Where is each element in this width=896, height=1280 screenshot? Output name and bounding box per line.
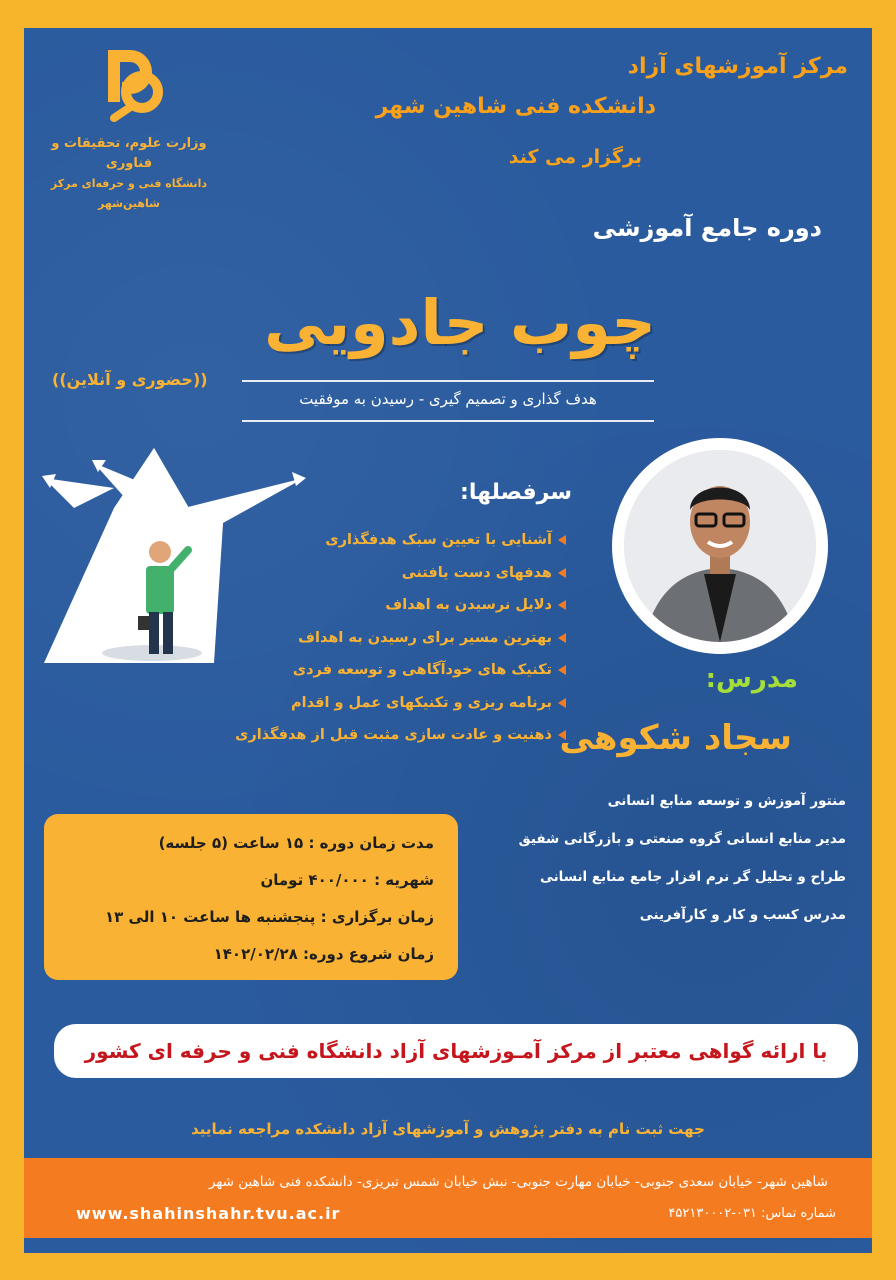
phone-number[interactable]: ۰۳۱-۴۵۲۱۳۰۰۰۲: [668, 1206, 757, 1221]
certificate-banner: با ارائه گواهی معتبر از مرکز آمـوزشهای آزاد دانشگاه فنی و حرفه ای کشور: [54, 1024, 858, 1078]
ministry-text: [34, 134, 224, 214]
university-logo-icon: [90, 42, 170, 122]
list-item: [235, 589, 566, 622]
course-title-wrap: [260, 286, 660, 359]
list-item: منتور آموزش و توسعه منابع انسانی: [607, 793, 846, 809]
list-item: طراح و تحلیل گر نرم افزار جامع منابع انسانی: [539, 869, 846, 885]
phone-block: [668, 1206, 836, 1221]
course-subtitle: هدف گذاری و تصمیم گیری - رسیدن به موفقیت: [299, 390, 597, 408]
topic-text: برنامه ریزی و تکنیکهای عمل و اقدام: [291, 694, 552, 711]
teacher-name: سجاد شکوهی: [559, 718, 792, 758]
divider-bottom: [242, 420, 654, 422]
registration-note: جهت ثبت نام به دفتر پژوهش و آموزشهای آزاد دانشکده مراجعه نمایید: [191, 1120, 705, 1138]
org-name-line2: دانشکده فنی شاهین شهر: [375, 94, 656, 119]
topics-heading: سرفصلها:: [460, 480, 572, 505]
bullet-icon: [558, 600, 566, 610]
topic-text: دلایل نرسیدن به اهداف: [385, 597, 552, 613]
start-date-text: زمان شروع دوره: ۱۴۰۲/۰۲/۲۸: [213, 945, 434, 963]
org-name-line1: مرکز آموزشهای آزاد: [627, 54, 848, 79]
ministry-line2: دانشگاه فنی و حرفه‌ای مرکز شاهین‌شهر: [50, 177, 208, 210]
address-text: شاهین شهر- خیابان سعدی جنوبی- خیابان مهارت جنوبی- نبش خیابان شمس تبریزی- دانشکده فنی شاهین شهر: [208, 1174, 828, 1190]
topic-text: تکنیک های خودآگاهی و توسعه فردی: [292, 662, 552, 678]
phone-label: شماره تماس:: [761, 1206, 836, 1221]
list-item: [235, 557, 566, 590]
course-info-box: [44, 814, 458, 980]
poster: [24, 28, 872, 1253]
bullet-icon: [558, 535, 566, 545]
schedule-text: زمان برگزاری : پنجشنبه ها ساعت ۱۰ الی ۱۳: [105, 908, 434, 926]
bullet-icon: [558, 665, 566, 675]
teacher-roles: [519, 786, 846, 938]
ministry-line1: وزارت علوم، تحقیقات و فناوری: [51, 136, 207, 171]
course-title: چوب جادویی: [264, 286, 656, 359]
list-item: مدیر منابع انسانی گروه صنعتی و بازرگانی شفیق: [518, 831, 846, 847]
list-item: [235, 622, 566, 655]
fee-text: شهریه : ۴۰۰/۰۰۰ تومان: [260, 871, 434, 889]
holds-text: برگزار می کند: [508, 146, 642, 168]
bullet-icon: [558, 698, 566, 708]
list-item: [235, 719, 566, 752]
bullet-icon: [558, 568, 566, 578]
divider-top: [242, 380, 654, 382]
bullet-icon: [558, 633, 566, 643]
topics-list: [235, 524, 566, 752]
instructor-photo: [624, 450, 816, 642]
topic-text: ذهنیت و عادت سازی مثبت قبل از هدفگذاری: [235, 727, 552, 743]
course-mode: ((حضوری و آنلاین)): [52, 370, 208, 389]
list-item: مدرس کسب و کار و کارآفرینی: [639, 907, 846, 923]
list-item: [235, 654, 566, 687]
topic-text: هدفهای دست یافتنی: [401, 564, 552, 581]
duration-text: مدت زمان دوره : ۱۵ ساعت (۵ جلسه): [158, 834, 434, 852]
list-item: [235, 524, 566, 557]
teacher-label: مدرس:: [705, 664, 798, 694]
list-item: [235, 687, 566, 720]
course-label: دوره جامع آموزشی: [592, 214, 822, 242]
topic-text: بهترین مسیر برای رسیدن به اهداف: [298, 629, 552, 646]
topic-text: آشنایی با تعیین سبک هدفگذاری: [325, 532, 552, 548]
footer: [24, 1158, 872, 1238]
website-link[interactable]: www.shahinshahr.tvu.ac.ir: [76, 1204, 341, 1223]
